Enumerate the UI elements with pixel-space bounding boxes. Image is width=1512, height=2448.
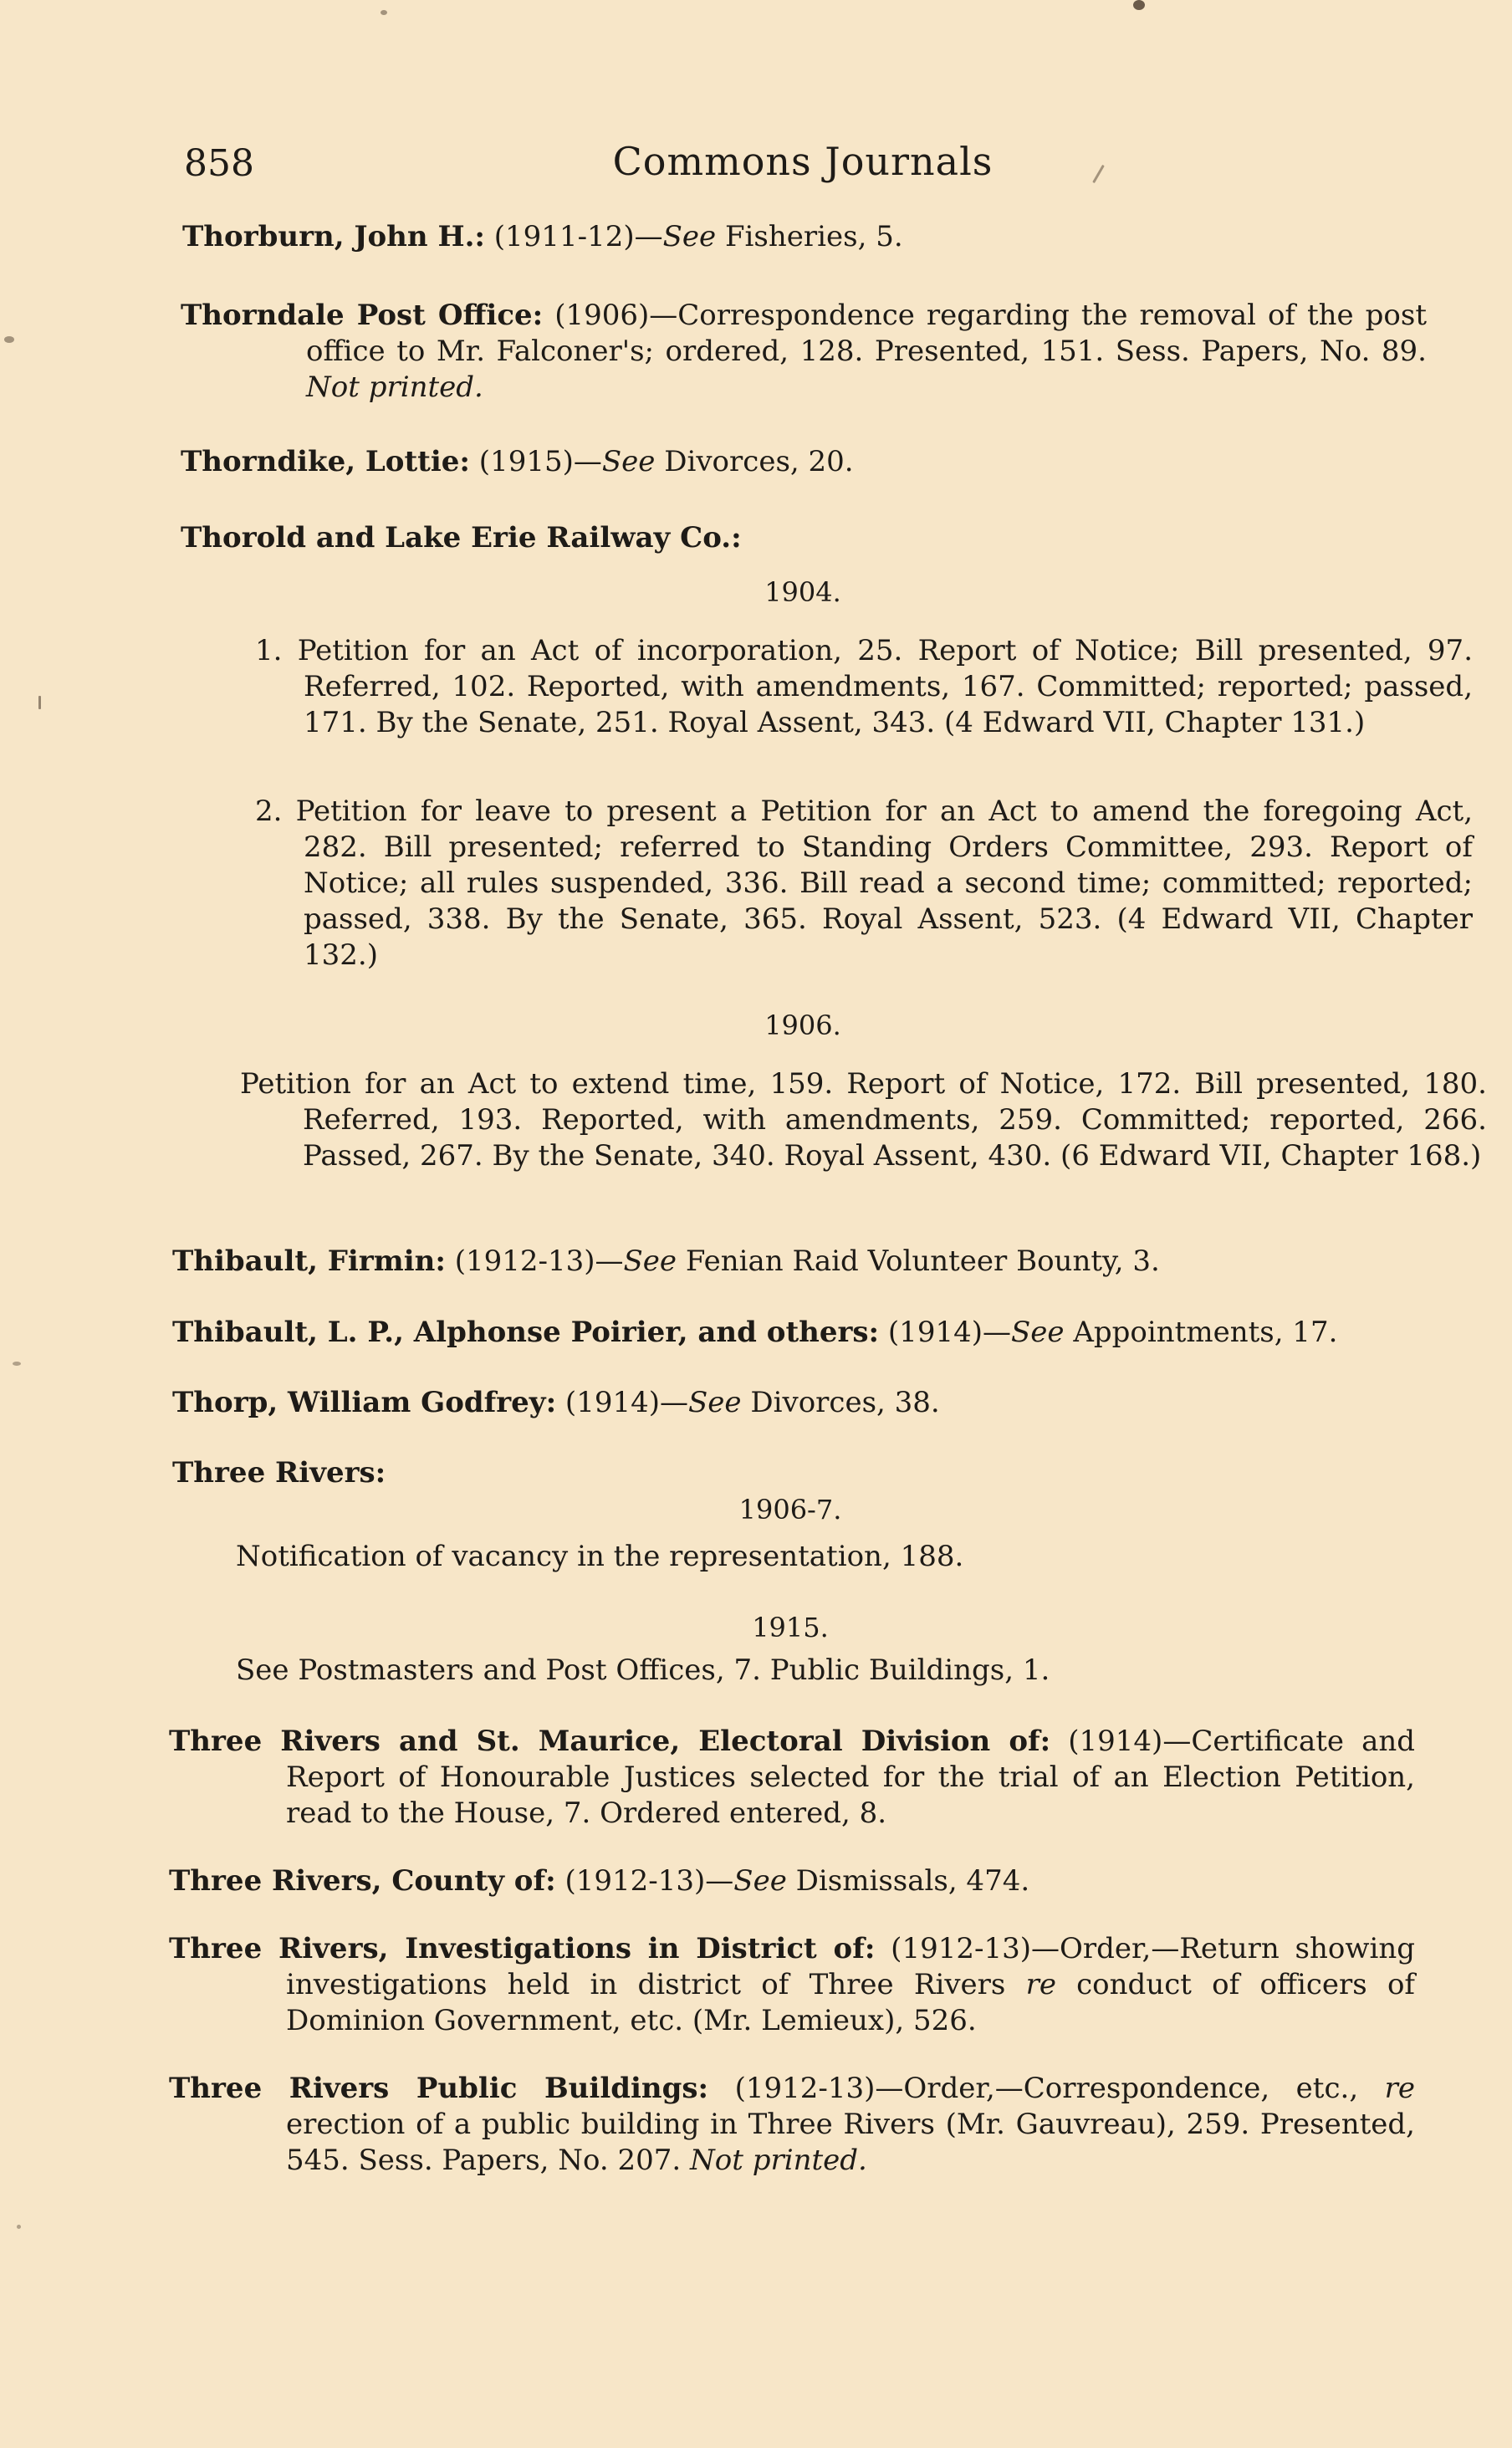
entry-text: (1914)—Certificate and Report of Honourable Justices selected for the trial of an Election Petition, read to the House, 7. Ordered entered, 8. [286, 1725, 1416, 1830]
entry-text: (1912-13)—Order,—Correspondence, etc., [708, 2072, 1385, 2105]
entry-heading: Thorp, William Godfrey: [172, 1386, 557, 1419]
re-italic: re [1384, 2072, 1415, 2105]
entry-thibault-lp [172, 1315, 1427, 1351]
entry-text: Dismissals, 474. [786, 1864, 1030, 1898]
entry-tr-county [169, 1863, 1423, 1899]
see-reference: See [236, 1653, 289, 1687]
entry-heading: Three Rivers: [172, 1456, 386, 1490]
entry-text: Postmasters and Post Offices, 7. Public Buildings, 1. [289, 1653, 1050, 1687]
entry-text: (1915)— [469, 445, 602, 478]
entry-tr-public-buildings [169, 2071, 1415, 2179]
page-header [184, 135, 1422, 194]
entry-heading: Three Rivers, Investigations in District of: [169, 1932, 876, 1965]
year-heading: 1906-7. [738, 1494, 842, 1526]
year-heading: 1904. [764, 576, 841, 608]
not-printed-note: Not printed. [690, 2144, 867, 2177]
three-rivers-item-1: Notification of vacancy in the representation, 188. [236, 1540, 964, 1573]
entry-text: Appointments, 17. [1064, 1316, 1338, 1349]
not-printed-note: Not printed. [306, 371, 483, 404]
entry-text: Divorces, 38. [741, 1386, 940, 1419]
entry-thorburn [182, 219, 1428, 255]
see-reference: See [1010, 1316, 1065, 1349]
entry-heading: Three Rivers and St. Maurice, Electoral Division of: [169, 1725, 1051, 1758]
see-reference: See [623, 1244, 677, 1278]
three-rivers-item-2 [236, 1653, 1423, 1689]
paper-speck [17, 2225, 21, 2229]
entry-thorold [181, 520, 1427, 556]
thorold-item-1: 1. Petition for an Act of incorporation, 25. Report of Notice; Bill presented, 97. Referred, 102. Reported, with amendments, 167. Committed; reported; passed, 171. By the Senate, 251. Royal Assent, 343. (4 Edward VII, Chapter 131.) [255, 634, 1473, 739]
entry-text: Fisheries, 5. [716, 220, 903, 253]
entry-text: Divorces, 20. [655, 445, 854, 478]
entry-three-rivers [172, 1455, 1427, 1491]
see-reference: See [662, 220, 717, 253]
entry-text: conduct of officers of Dominion Government, etc. (Mr. Lemieux), 526. [286, 1968, 1416, 2037]
see-reference: See [688, 1386, 742, 1419]
see-reference: See [733, 1864, 787, 1898]
see-reference: See [601, 445, 656, 478]
entry-tr-st-maurice [169, 1724, 1415, 1832]
entry-thorp [172, 1385, 1427, 1421]
entry-text: (1911-12)— [484, 220, 663, 253]
entry-text: Fenian Raid Volunteer Bounty, 3. [677, 1244, 1160, 1278]
entry-text: (1906)—Correspondence regarding the removal of the post office to Mr. Falconer's; ordered, 128. Presented, 151. Sess. Papers, No. 89. [306, 299, 1428, 368]
paper-speck [381, 10, 387, 15]
year-heading: 1915. [752, 1612, 829, 1643]
year-heading: 1906. [764, 1009, 841, 1041]
entry-heading: Thorndike, Lottie: [181, 445, 470, 478]
entry-heading: Thorold and Lake Erie Railway Co.: [181, 521, 742, 555]
entry-thorndale [181, 298, 1427, 406]
entry-text: (1912-13)— [445, 1244, 624, 1278]
paper-speck [4, 336, 14, 343]
paper-speck [38, 696, 41, 709]
entry-text: erection of a public building in Three Rivers (Mr. Gauvreau), 259. Presented, 545. Sess. Papers, No. 207. [286, 2108, 1415, 2177]
entry-text: (1914)— [879, 1316, 1011, 1349]
entry-heading: Three Rivers, County of: [169, 1864, 556, 1898]
entry-thorndike [181, 444, 1427, 480]
page-title: Commons Journals [612, 139, 994, 184]
entry-text: (1912-13)—Order,—Return showing investigations held in district of Three Rivers [286, 1932, 1415, 2001]
entry-heading: Thorburn, John H.: [182, 220, 485, 253]
thorold-item-2: 2. Petition for leave to present a Petition for an Act to amend the foregoing Act, 282. Bill presented; referred to Standing Orders Committee, 293. Report of Notice; all rules suspended, 336. Bill read a second time; committed; reported; passed, 338. By the Senate, 365. Royal Assent, 523. (4 Edward VII, Chapter 132.) [255, 795, 1473, 972]
paper-speck [1133, 0, 1145, 10]
entry-heading: Three Rivers Public Buildings: [169, 2072, 709, 2105]
page-number: 858 [184, 142, 254, 185]
re-italic: re [1025, 1968, 1056, 2001]
entry-heading: Thibault, Firmin: [172, 1244, 446, 1278]
entry-text: (1912-13)— [555, 1864, 734, 1898]
paper-speck [13, 1362, 21, 1366]
thorold-item-3: Petition for an Act to extend time, 159. Report of Notice, 172. Bill presented, 180. Referred, 193. Reported, with amendments, 259. Committed; reported, 266. Passed, 267. By the Senate, 340. Royal Assent, 430. (6 Edward VII, Chapter 168.) [240, 1067, 1487, 1173]
entry-text: (1914)— [556, 1386, 688, 1419]
entry-tr-investigations [169, 1931, 1415, 2039]
entry-heading: Thibault, L. P., Alphonse Poirier, and others: [172, 1316, 880, 1349]
entry-thibault-firmin [172, 1244, 1427, 1280]
entry-heading: Thorndale Post Office: [181, 299, 544, 332]
